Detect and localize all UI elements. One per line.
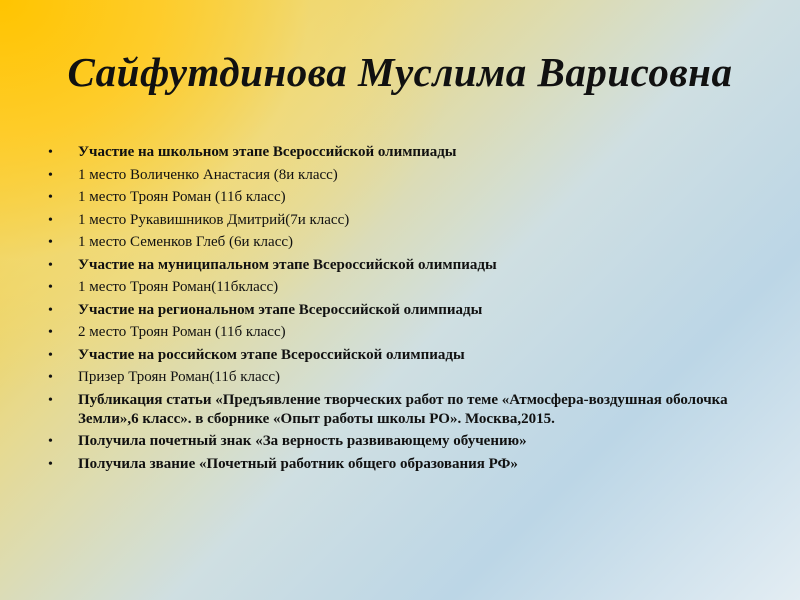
list-item (48, 323, 748, 342)
list-item (48, 301, 748, 320)
bullet-icon: • (48, 434, 53, 449)
bullet-icon: • (48, 347, 53, 363)
slide-title: Сайфутдинова Муслима Варисовна (67, 49, 733, 95)
list-item-text: Участие на российском этапе Всероссийской олимпиады (78, 346, 465, 363)
list-item (48, 432, 748, 451)
list-item (48, 368, 748, 387)
bullet-icon: • (48, 212, 53, 228)
bullet-icon: • (48, 456, 53, 472)
list-item (48, 188, 748, 207)
list-item-text: 2 место Троян Роман (11б класс) (78, 324, 286, 340)
list-item (48, 346, 748, 365)
list-item (48, 391, 748, 429)
bullet-icon: • (48, 325, 53, 340)
list-item-text: 1 место Троян Роман (11б класс) (78, 189, 286, 205)
list-item (48, 278, 748, 297)
list-item (48, 143, 748, 162)
list-item-text: Публикация статьи «Предъявление творческих работ по теме «Атмосфера-воздушная оболочка Земли»,6 класс». в сборнике «Опыт работы школы РО». Москва,2015. (78, 391, 728, 427)
list-item-text: Призер Троян Роман(11б класс) (78, 369, 280, 385)
bullet-icon: • (48, 190, 53, 205)
bullet-icon: • (48, 370, 53, 385)
list-item-text: Участие на региональном этапе Всероссийской олимпиады (78, 301, 483, 318)
list-item (48, 233, 748, 252)
list-item (48, 166, 748, 185)
list-item (48, 256, 748, 275)
bullet-icon: • (48, 235, 53, 250)
list-item (48, 211, 748, 230)
list-item-text: 1 место Троян Роман(11бкласс) (78, 279, 279, 295)
bullet-icon: • (48, 280, 53, 295)
list-item-text: Получила почетный знак «За верность развивающему обучению» (78, 433, 527, 449)
list-item-text: Участие на муниципальном этапе Всероссийской олимпиады (78, 256, 497, 273)
list-item-text: 1 место Рукавишников Дмитрий(7и класс) (78, 211, 350, 228)
list-item-text: Участие на школьном этапе Всероссийской олимпиады (78, 144, 457, 160)
bullet-icon: • (48, 145, 53, 160)
bullet-icon: • (48, 392, 53, 408)
list-item (48, 455, 748, 474)
bullet-icon: • (48, 257, 53, 273)
bullet-icon: • (48, 302, 53, 318)
bullet-icon: • (48, 167, 53, 183)
list-item-text: 1 место Воличенко Анастасия (8и класс) (78, 166, 338, 183)
achievement-list (48, 143, 748, 477)
list-item-text: 1 место Семенков Глеб (6и класс) (78, 234, 294, 250)
list-item-text: Получила звание «Почетный работник общего образования РФ» (78, 455, 518, 472)
